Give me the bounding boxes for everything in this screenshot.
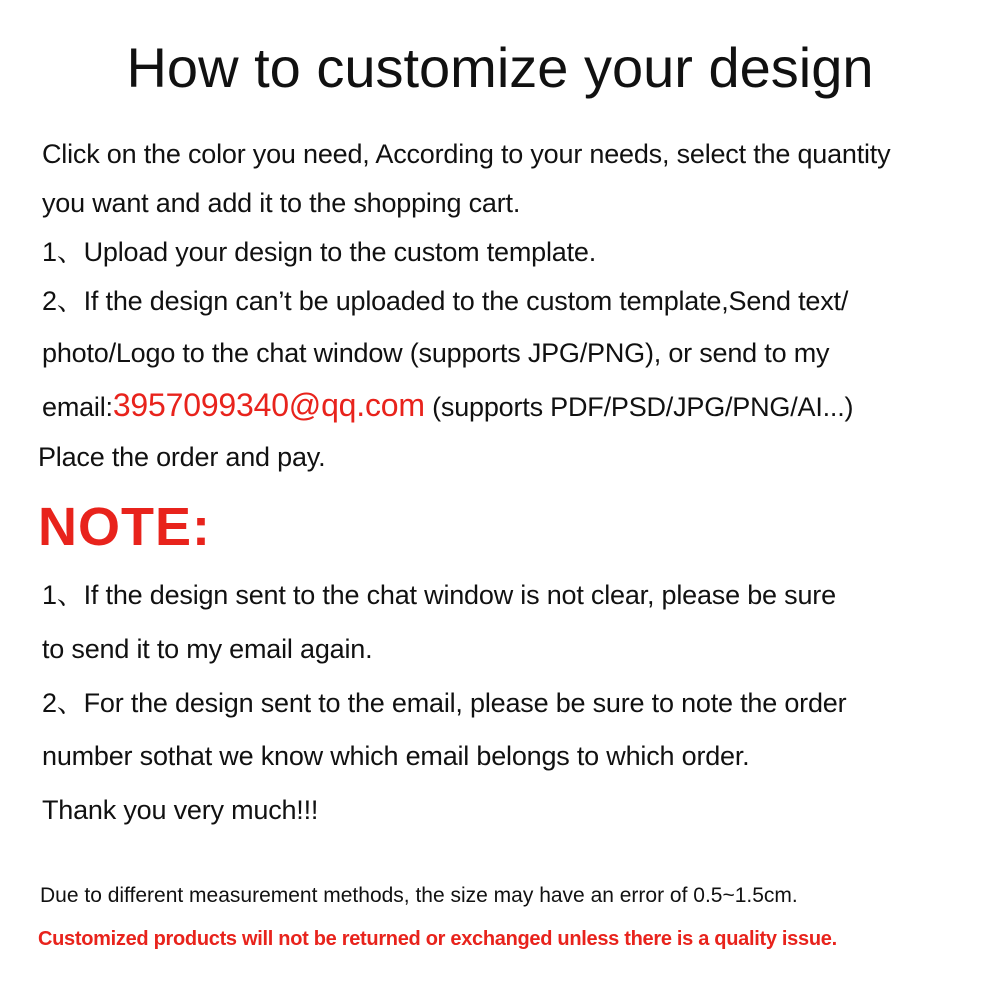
- note-item-2-line-1: 2、For the design sent to the email, please be sure to note the order: [42, 688, 847, 718]
- return-policy-warning: Customized products will not be returned or exchanged unless there is a quality issue.: [38, 928, 837, 950]
- note-item-2-line-2: number sothat we know which email belongs to which order.: [42, 741, 750, 771]
- step-2-email-line: [42, 389, 853, 421]
- note-item-1-line-2: to send it to my email again.: [42, 634, 373, 664]
- measurement-note: Due to different measurement methods, the size may have an error of 0.5~1.5cm.: [40, 884, 798, 907]
- intro-line-1: Click on the color you need, According to your needs, select the quantity: [42, 139, 891, 169]
- email-prefix: email:: [42, 392, 113, 422]
- email-address: 3957099340@qq.com: [112, 387, 425, 423]
- intro-line-2: you want and add it to the shopping cart.: [42, 188, 521, 218]
- step-2-line-2: photo/Logo to the chat window (supports JPG/PNG), or send to my: [42, 338, 830, 368]
- note-heading: NOTE:: [38, 497, 211, 557]
- email-formats: (supports PDF/PSD/JPG/PNG/AI...): [424, 392, 854, 422]
- step-2-line-1: 2、If the design can’t be uploaded to the custom template,Send text/: [42, 286, 849, 316]
- note-item-1-line-1: 1、If the design sent to the chat window is not clear, please be sure: [42, 580, 836, 610]
- step-3-text: Place the order and pay.: [38, 442, 326, 472]
- page-title: How to customize your design: [126, 36, 874, 99]
- step-1-text: 1、Upload your design to the custom template.: [42, 237, 597, 267]
- thanks-text: Thank you very much!!!: [42, 795, 319, 825]
